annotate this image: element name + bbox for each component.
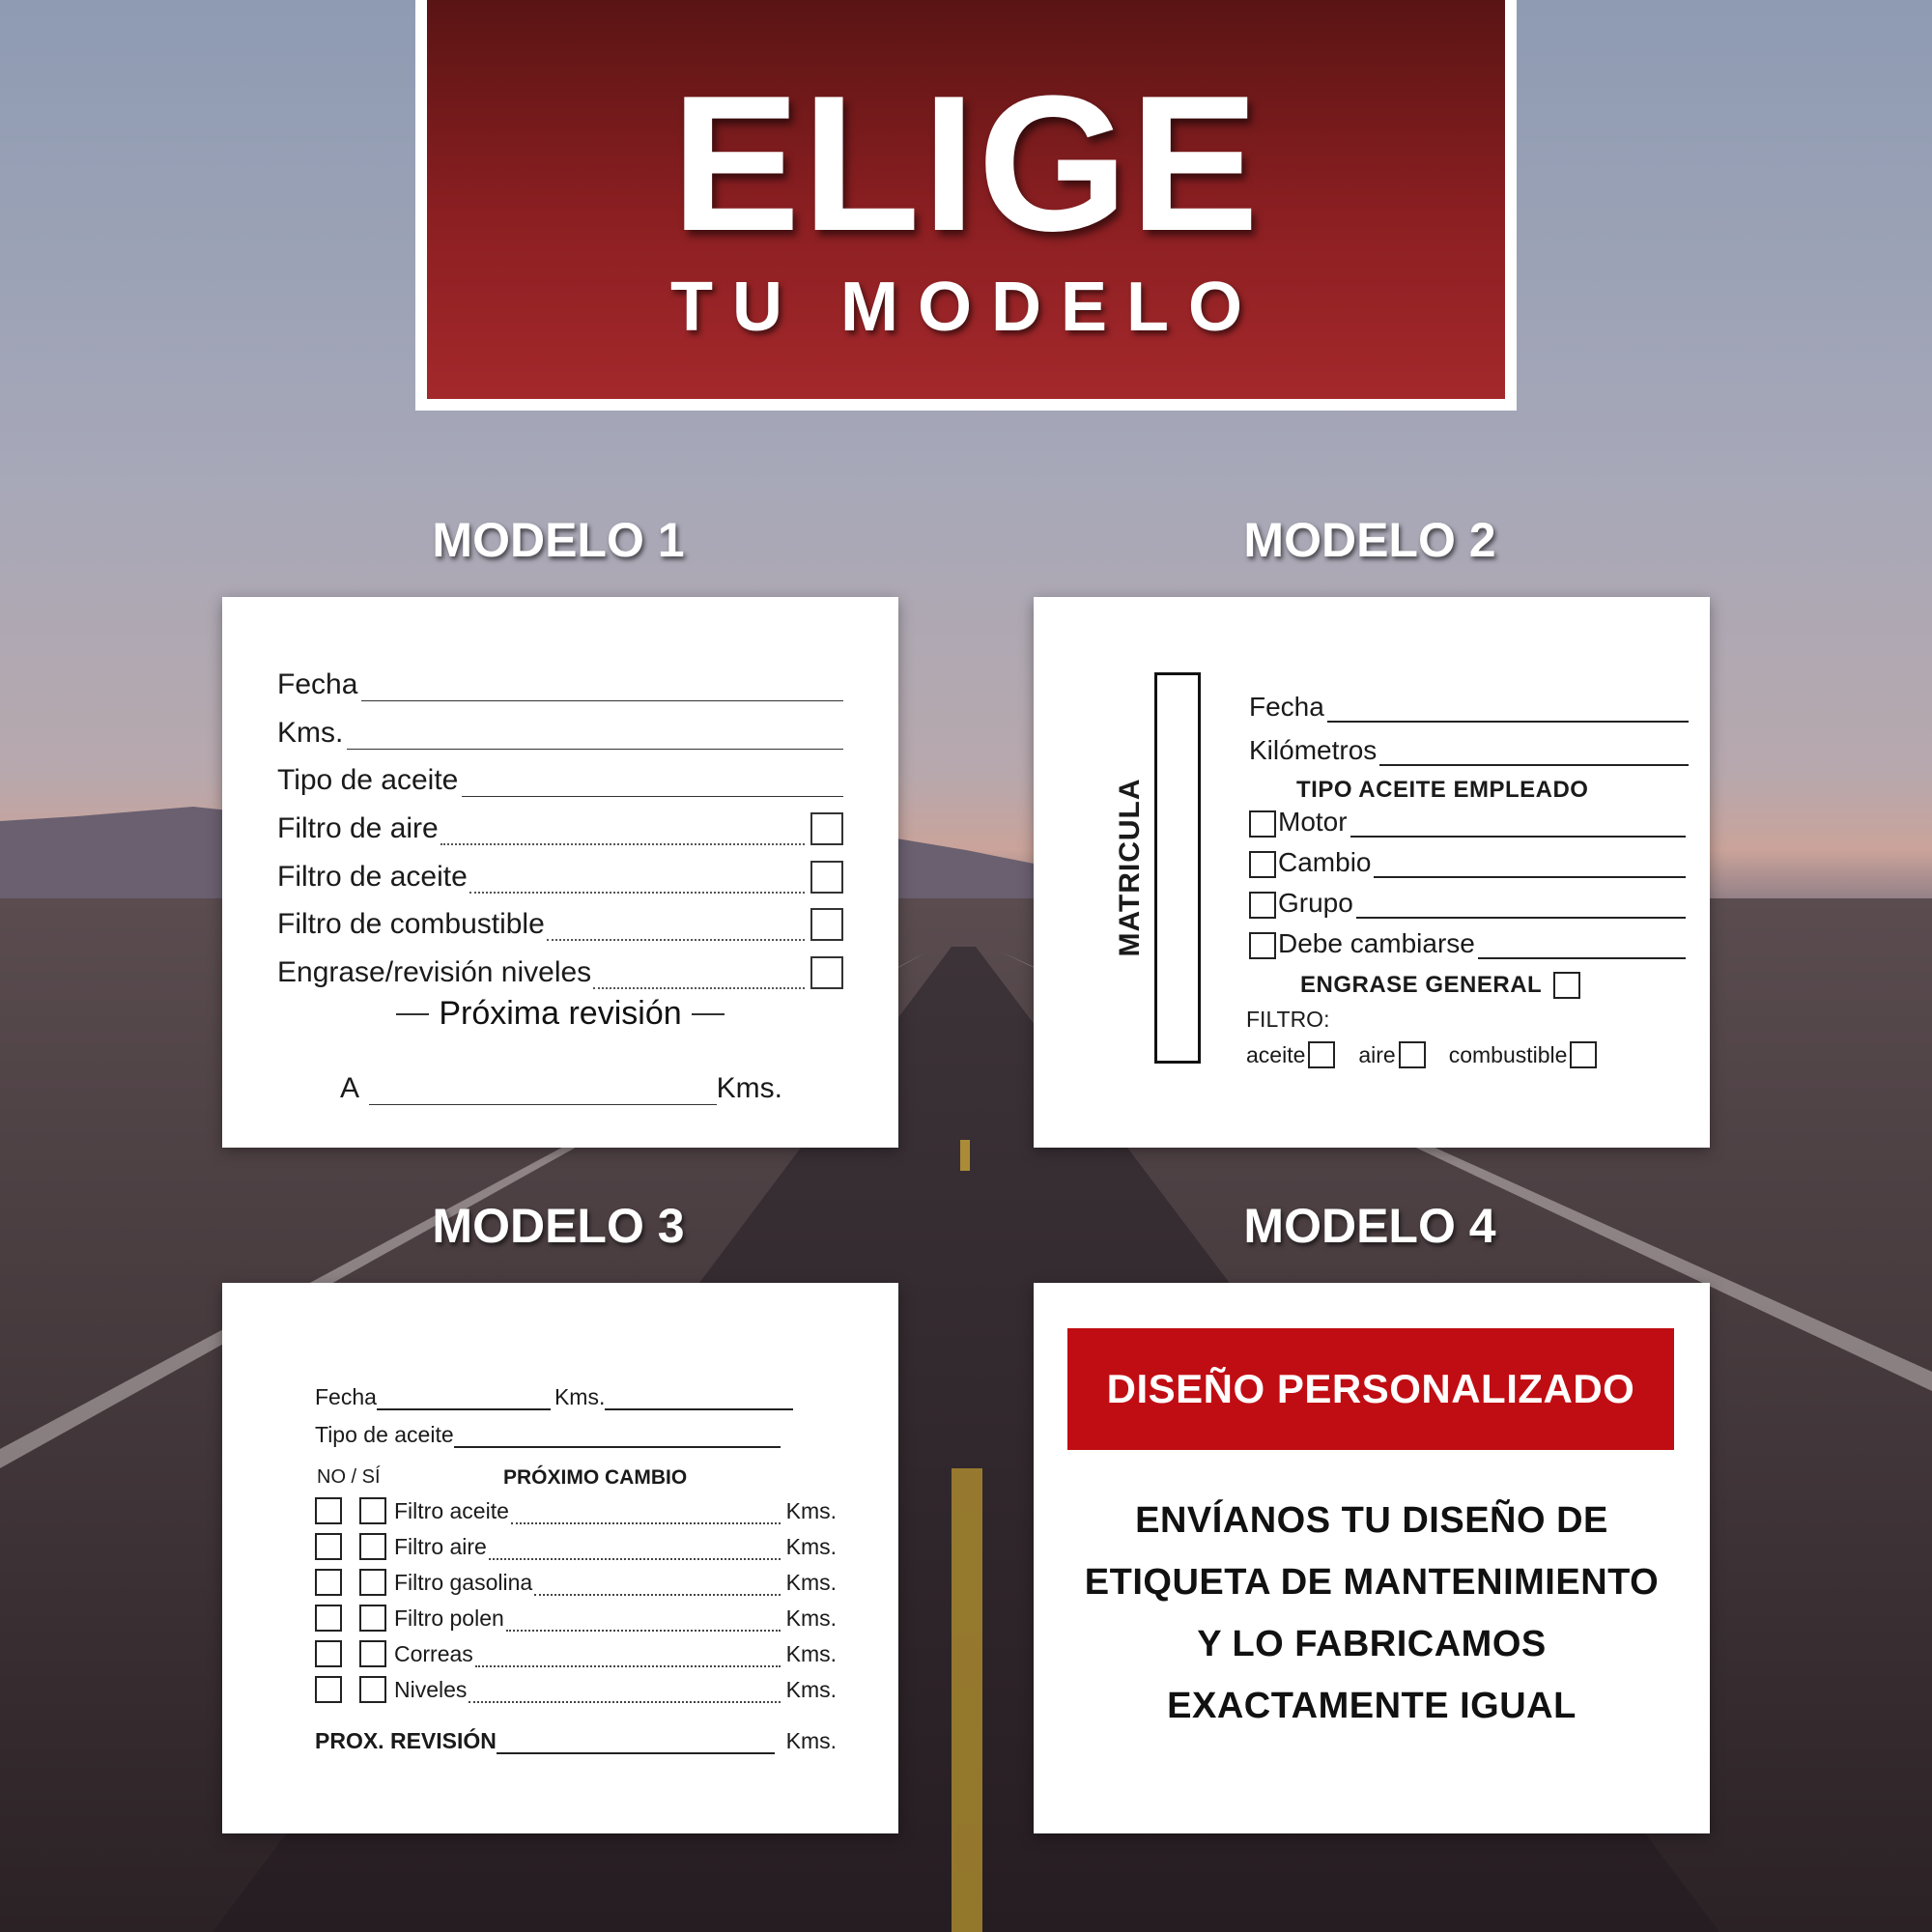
- m1-proxima-row: [222, 995, 898, 1033]
- header-banner-fill: [427, 0, 1505, 399]
- m2-matricula-label: MATRICULA: [1114, 778, 1146, 957]
- m3-item-dots: [469, 1691, 780, 1703]
- m2-kilometros-label: Kilómetros: [1249, 735, 1378, 765]
- m2-kilometros-row: [1249, 733, 1689, 766]
- m3-item-si-checkbox[interactable]: [359, 1676, 386, 1703]
- m3-item-row: [315, 1531, 837, 1560]
- m2-engrase-row: [1300, 972, 1580, 999]
- m3-item-row: [315, 1567, 837, 1596]
- m1-filtro-aceite-checkbox[interactable]: [810, 861, 843, 894]
- m1-filtro-combustible-checkbox[interactable]: [810, 908, 843, 941]
- m3-proximo-cambio-heading: PRÓXIMO CAMBIO: [503, 1466, 688, 1489]
- m3-fecha-label: Fecha: [315, 1384, 377, 1409]
- m2-debe-label: Debe cambiarse: [1278, 928, 1475, 958]
- m1-filtro-aceite-label: Filtro de aceite: [277, 861, 468, 893]
- m1-filtro-aire-row: [277, 810, 843, 845]
- modelo-4-label: MODELO 4: [1243, 1199, 1496, 1253]
- m2-aceite-label: aceite: [1246, 1041, 1306, 1067]
- m3-prox-revision-label: PROX. REVISIÓN: [315, 1728, 497, 1753]
- modelo-3-label: MODELO 3: [432, 1199, 685, 1253]
- m3-item-no-checkbox[interactable]: [315, 1533, 342, 1560]
- modelo-2-card[interactable]: [1034, 597, 1710, 1148]
- m3-fecha-line: [377, 1399, 551, 1410]
- modelo-1-card[interactable]: [222, 597, 898, 1148]
- m2-aire-checkbox[interactable]: [1399, 1041, 1426, 1068]
- m2-tipo-aceite-heading: TIPO ACEITE EMPLEADO: [1296, 777, 1589, 803]
- m3-item-dots: [534, 1584, 780, 1596]
- m3-item-label: Filtro aceite: [394, 1498, 509, 1523]
- m1-tipo-aceite-row: [277, 762, 843, 797]
- m3-item-no-checkbox[interactable]: [315, 1605, 342, 1632]
- m3-item-row: [315, 1603, 837, 1632]
- m2-aceite-checkbox[interactable]: [1308, 1041, 1335, 1068]
- m3-kms-line: [605, 1399, 793, 1410]
- m3-item-si-checkbox[interactable]: [359, 1533, 386, 1560]
- m2-debe-row: [1249, 926, 1686, 959]
- m3-item-si-checkbox[interactable]: [359, 1640, 386, 1667]
- m2-filtro-label: FILTRO:: [1246, 1007, 1330, 1032]
- m3-item-unit: Kms.: [785, 1570, 837, 1595]
- m2-debe-line: [1478, 944, 1686, 959]
- m2-cambio-row: [1249, 845, 1686, 878]
- m2-engrase-label: ENGRASE GENERAL: [1300, 972, 1543, 998]
- m2-fecha-label: Fecha: [1249, 692, 1324, 722]
- header-title: ELIGE: [670, 56, 1262, 271]
- m1-filtro-combustible-dots: [547, 922, 805, 941]
- m3-item-label: Filtro gasolina: [394, 1570, 533, 1595]
- modelo-1-label: MODELO 1: [432, 513, 685, 567]
- m3-prox-revision-unit: Kms.: [785, 1728, 837, 1753]
- m3-no-si-label: NO / SÍ: [317, 1466, 381, 1488]
- m1-a-line: [369, 1087, 717, 1105]
- m2-cambio-checkbox[interactable]: [1249, 851, 1276, 878]
- m1-filtro-aire-label: Filtro de aire: [277, 812, 439, 844]
- m1-kms-label: Kms.: [277, 717, 344, 749]
- m3-fecha-kms-row: [315, 1381, 793, 1410]
- modelo-4-card[interactable]: [1034, 1283, 1710, 1833]
- m1-proxima-label: Próxima revisión: [439, 995, 682, 1032]
- m1-fecha-line: [361, 683, 843, 701]
- m2-filtro-row: [1246, 1041, 1597, 1068]
- m1-kms-end-label: Kms.: [716, 1072, 782, 1104]
- m2-matricula-box: [1154, 672, 1201, 1064]
- m1-filtro-combustible-row: [277, 906, 843, 941]
- m3-item-no-checkbox[interactable]: [315, 1640, 342, 1667]
- m3-item-label: Correas: [394, 1641, 473, 1666]
- m1-proxima-dash-right: [692, 1013, 724, 1015]
- m3-item-dots: [489, 1548, 781, 1560]
- m2-aire-label: aire: [1358, 1041, 1396, 1067]
- m1-engrase-checkbox[interactable]: [810, 956, 843, 989]
- header-banner: [415, 0, 1517, 411]
- m2-motor-label: Motor: [1278, 807, 1348, 837]
- m3-item-unit: Kms.: [785, 1498, 837, 1523]
- m3-item-no-checkbox[interactable]: [315, 1569, 342, 1596]
- m3-item-label: Niveles: [394, 1677, 468, 1702]
- m2-fecha-row: [1249, 690, 1689, 723]
- modelo-3-card[interactable]: [222, 1283, 898, 1833]
- m3-item-dots: [506, 1620, 781, 1632]
- m2-grupo-checkbox[interactable]: [1249, 892, 1276, 919]
- m4-text-line-2: ETIQUETA DE MANTENIMIENTO: [1084, 1562, 1660, 1603]
- m1-filtro-combustible-label: Filtro de combustible: [277, 908, 545, 940]
- m2-grupo-label: Grupo: [1278, 888, 1353, 918]
- m4-custom-design-banner: DISEÑO PERSONALIZADO: [1067, 1328, 1674, 1450]
- m4-text-line-1: ENVÍANOS TU DISEÑO DE: [1135, 1500, 1608, 1541]
- m1-engrase-row: [277, 954, 843, 989]
- m3-prox-revision-row: [315, 1725, 837, 1754]
- m1-fecha-label: Fecha: [277, 668, 358, 700]
- m1-engrase-dots: [593, 970, 805, 989]
- m1-fecha-row: [277, 667, 843, 701]
- m1-tipo-aceite-line: [462, 779, 843, 797]
- header-subtitle: TU MODELO: [670, 269, 1262, 346]
- m3-item-row: [315, 1495, 837, 1524]
- m2-grupo-row: [1249, 886, 1686, 919]
- m1-a-label: A: [340, 1072, 360, 1104]
- m1-filtro-aire-checkbox[interactable]: [810, 812, 843, 845]
- m1-a-row: [340, 1070, 782, 1105]
- m1-proxima-dash-left: [396, 1013, 429, 1015]
- m3-tipo-aceite-label: Tipo de aceite: [315, 1422, 454, 1447]
- m3-item-no-checkbox[interactable]: [315, 1497, 342, 1524]
- m3-item-unit: Kms.: [785, 1605, 837, 1631]
- m1-kms-row: [277, 715, 843, 750]
- m3-item-si-checkbox[interactable]: [359, 1569, 386, 1596]
- m2-kilometros-line: [1379, 751, 1689, 766]
- m2-combustible-label: combustible: [1448, 1041, 1568, 1067]
- m2-cambio-label: Cambio: [1278, 847, 1372, 877]
- m1-filtro-aire-dots: [440, 826, 805, 845]
- m3-item-no-checkbox[interactable]: [315, 1676, 342, 1703]
- m2-cambio-line: [1374, 863, 1686, 878]
- m3-prox-revision-line: [497, 1743, 775, 1754]
- m1-engrase-label: Engrase/revisión niveles: [277, 956, 592, 988]
- m4-text-line-3: Y LO FABRICAMOS: [1197, 1624, 1547, 1664]
- m2-fecha-line: [1327, 707, 1689, 723]
- m3-item-unit: Kms.: [785, 1534, 837, 1559]
- m2-debe-checkbox[interactable]: [1249, 932, 1276, 959]
- m2-grupo-line: [1356, 903, 1686, 919]
- m3-item-row: [315, 1638, 837, 1667]
- m2-combustible-checkbox[interactable]: [1570, 1041, 1597, 1068]
- m3-item-unit: Kms.: [785, 1641, 837, 1666]
- m3-item-label: Filtro aire: [394, 1534, 487, 1559]
- m1-filtro-aceite-row: [277, 859, 843, 894]
- m3-tipo-aceite-row: [315, 1419, 781, 1448]
- m3-item-dots: [475, 1656, 781, 1667]
- m3-item-unit: Kms.: [785, 1677, 837, 1702]
- m2-motor-line: [1350, 822, 1686, 838]
- m2-engrase-checkbox[interactable]: [1553, 972, 1580, 999]
- modelo-2-label: MODELO 2: [1243, 513, 1496, 567]
- m3-item-si-checkbox[interactable]: [359, 1605, 386, 1632]
- m2-motor-checkbox[interactable]: [1249, 810, 1276, 838]
- m3-item-label: Filtro polen: [394, 1605, 504, 1631]
- m1-filtro-aceite-dots: [469, 874, 805, 894]
- m3-kms-label: Kms.: [554, 1384, 606, 1409]
- m3-tipo-aceite-line: [454, 1436, 781, 1448]
- m4-text-line-4: EXACTAMENTE IGUAL: [1167, 1686, 1577, 1726]
- m2-motor-row: [1249, 805, 1686, 838]
- m1-tipo-aceite-label: Tipo de aceite: [277, 764, 459, 796]
- m3-item-si-checkbox[interactable]: [359, 1497, 386, 1524]
- m1-kms-line: [347, 731, 843, 750]
- m3-item-row: [315, 1674, 837, 1703]
- m3-item-dots: [511, 1513, 781, 1524]
